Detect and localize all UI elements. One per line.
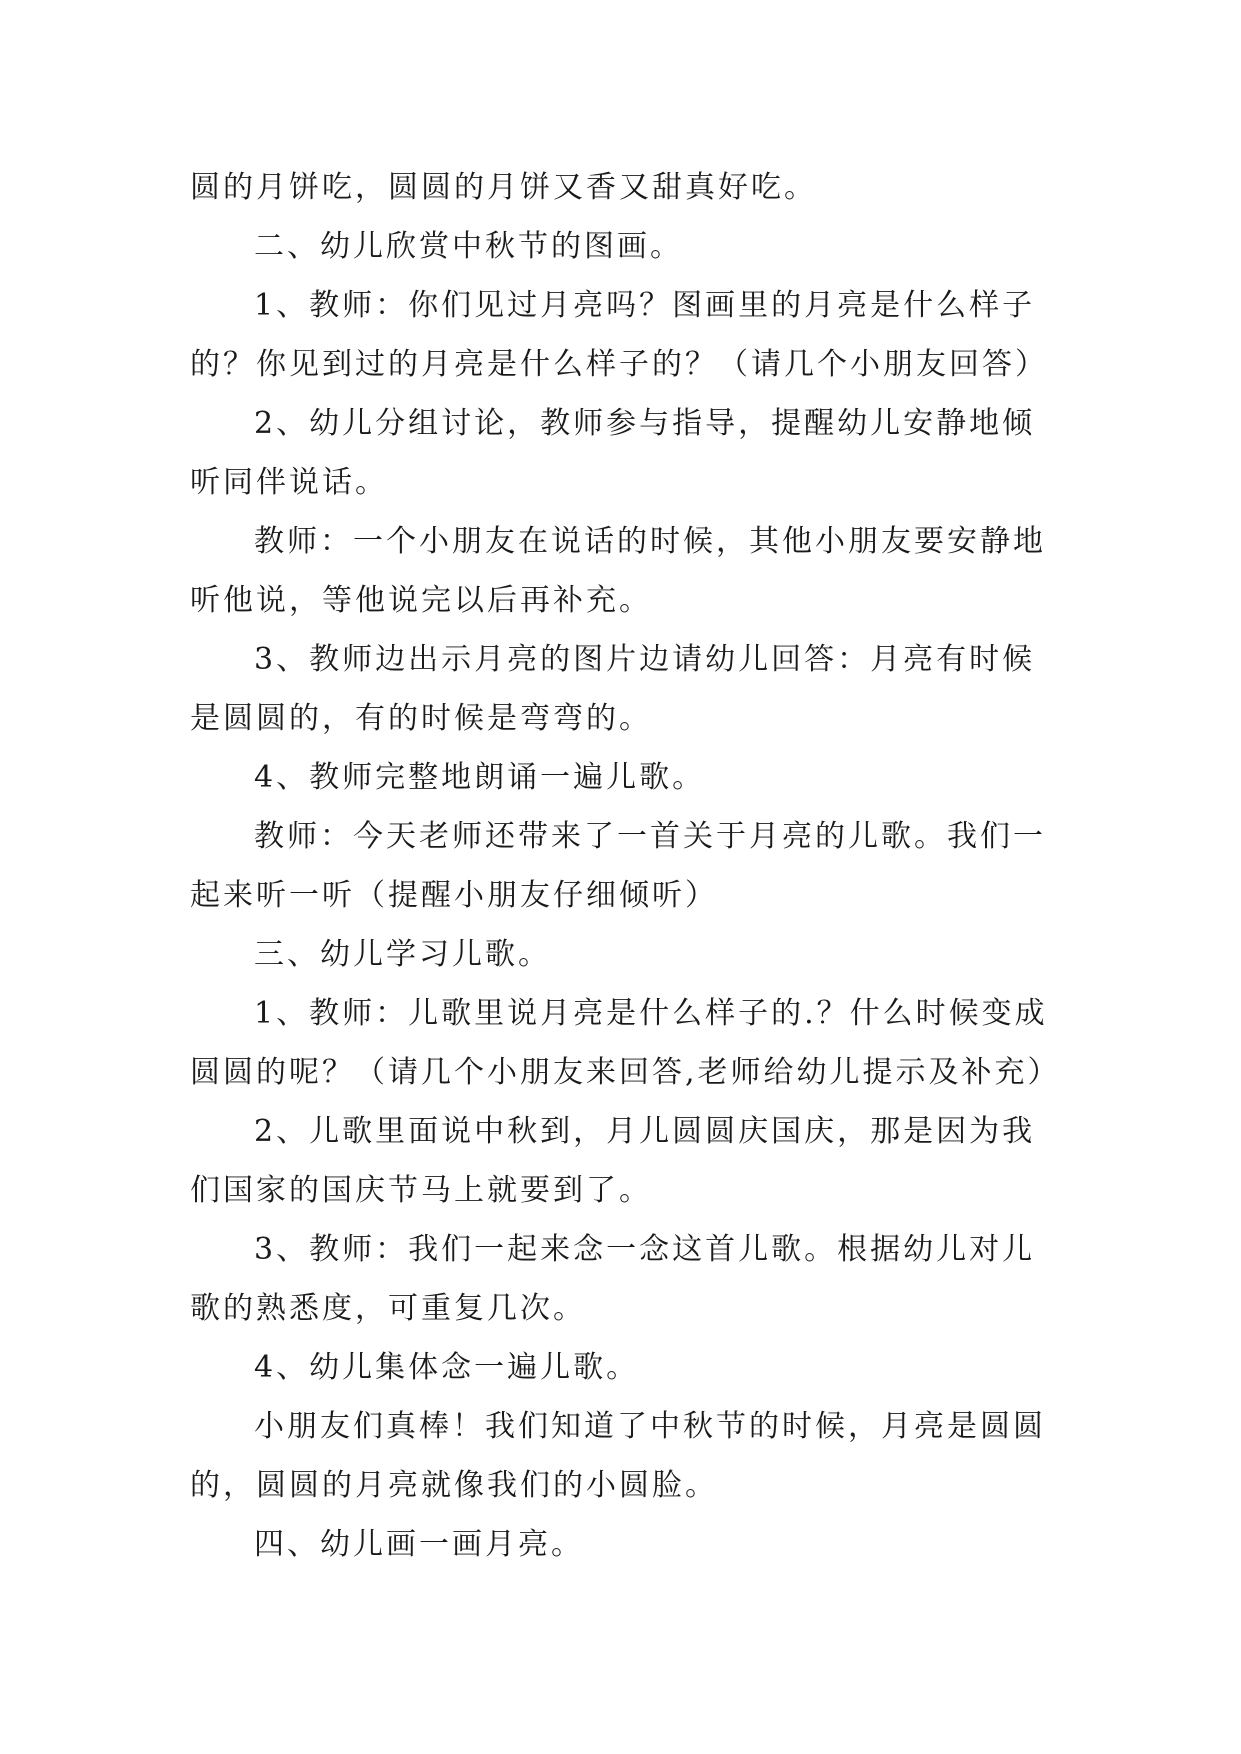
text-line: 4、幼儿集体念一遍儿歌。 [254,1350,640,1385]
text-line: 歌的熟悉度，可重复几次。 [190,1291,586,1326]
text-line: 小朋友们真棒！我们知道了中秋节的时候，月亮是圆圆 [254,1409,1046,1444]
text-line: 教师：一个小朋友在说话的时候，其他小朋友要安静地 [254,524,1046,559]
text-line: 1、教师：儿歌里说月亮是什么样子的.？什么时候变成 [254,996,1048,1031]
text-line: 圆圆的呢？（请几个小朋友来回答,老师给幼儿提示及补充） [190,1055,1061,1090]
text-line: 2、儿歌里面说中秋到，月儿圆圆庆国庆，那是因为我 [254,1114,1036,1149]
document-body [190,158,1061,1574]
text-line: 二、幼儿欣赏中秋节的图画。 [254,229,683,264]
text-line: 四、幼儿画一画月亮。 [254,1527,584,1562]
text-line: 4、教师完整地朗诵一遍儿歌。 [254,760,706,795]
text-line: 3、教师：我们一起来念一念这首儿歌。根据幼儿对儿 [254,1232,1036,1267]
text-line: 3、教师边出示月亮的图片边请幼儿回答：月亮有时候 [254,642,1036,677]
text-line: 是圆圆的，有的时候是弯弯的。 [190,701,652,736]
text-line: 圆的月饼吃，圆圆的月饼又香又甜真好吃。 [190,170,817,205]
text-line: 教师：今天老师还带来了一首关于月亮的儿歌。我们一 [254,819,1046,854]
text-line: 2、幼儿分组讨论，教师参与指导，提醒幼儿安静地倾 [254,406,1036,441]
text-line: 的，圆圆的月亮就像我们的小圆脸。 [190,1468,718,1503]
text-line: 1、教师：你们见过月亮吗？图画里的月亮是什么样子 [254,288,1036,323]
text-line: 听他说，等他说完以后再补充。 [190,583,652,618]
text-line: 三、幼儿学习儿歌。 [254,937,551,972]
text-line: 的？你见到过的月亮是什么样子的？（请几个小朋友回答） [190,347,1048,382]
text-line: 起来听一听（提醒小朋友仔细倾听） [190,878,718,913]
text-line: 们国家的国庆节马上就要到了。 [190,1173,652,1208]
text-line: 听同伴说话。 [190,465,388,500]
